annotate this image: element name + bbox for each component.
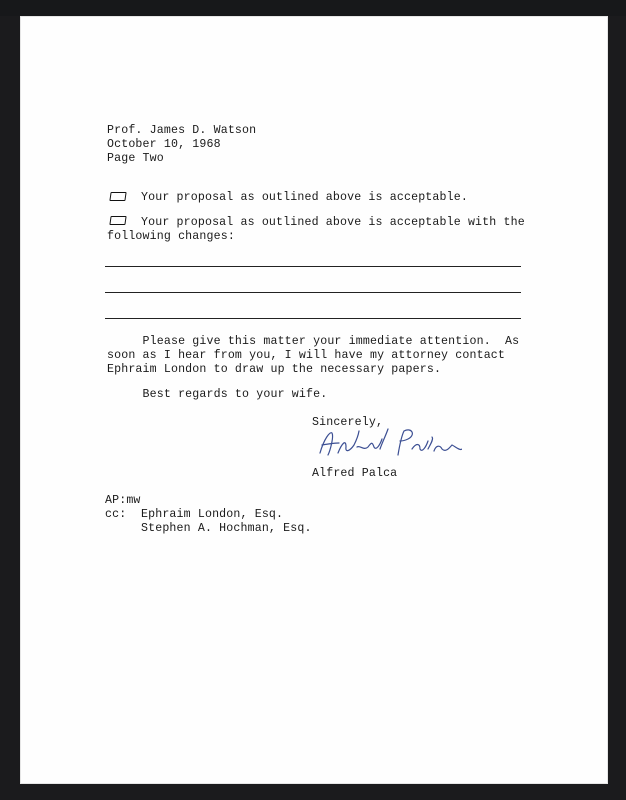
cc-recipient-1: Ephraim London, Esq. [141,508,284,521]
letter-page [20,16,608,784]
body-line-1: Please give this matter your immediate attention. As [107,335,520,348]
option-label-2-continuation: following changes: [107,230,235,243]
scan-border-top [0,0,626,16]
option-checkbox-1[interactable] [109,192,126,201]
signer-name: Alfred Palca [312,467,398,480]
closing-line: Sincerely, [312,416,384,429]
date-line: October 10, 1968 [107,138,221,151]
option-label-2: Your proposal as outlined above is acceptable with the [141,216,525,229]
option-checkbox-2[interactable] [109,216,126,225]
regards-line: Best regards to your wife. [107,388,328,401]
option-label-1: Your proposal as outlined above is acceptable. [141,191,468,204]
recipient-line: Prof. James D. Watson [107,124,257,137]
changes-blank-line-1 [105,266,521,267]
changes-blank-line-3 [105,318,521,319]
cc-recipient-2: Stephen A. Hochman, Esq. [141,522,312,535]
cc-label: cc: [105,508,127,521]
handwritten-signature [312,417,462,465]
body-line-2: soon as I hear from you, I will have my attorney contact [107,349,506,362]
body-line-3: Ephraim London to draw up the necessary papers. [107,363,442,376]
page-number-line: Page Two [107,152,164,165]
changes-blank-line-2 [105,292,521,293]
reference-initials: AP:mw [105,494,141,507]
